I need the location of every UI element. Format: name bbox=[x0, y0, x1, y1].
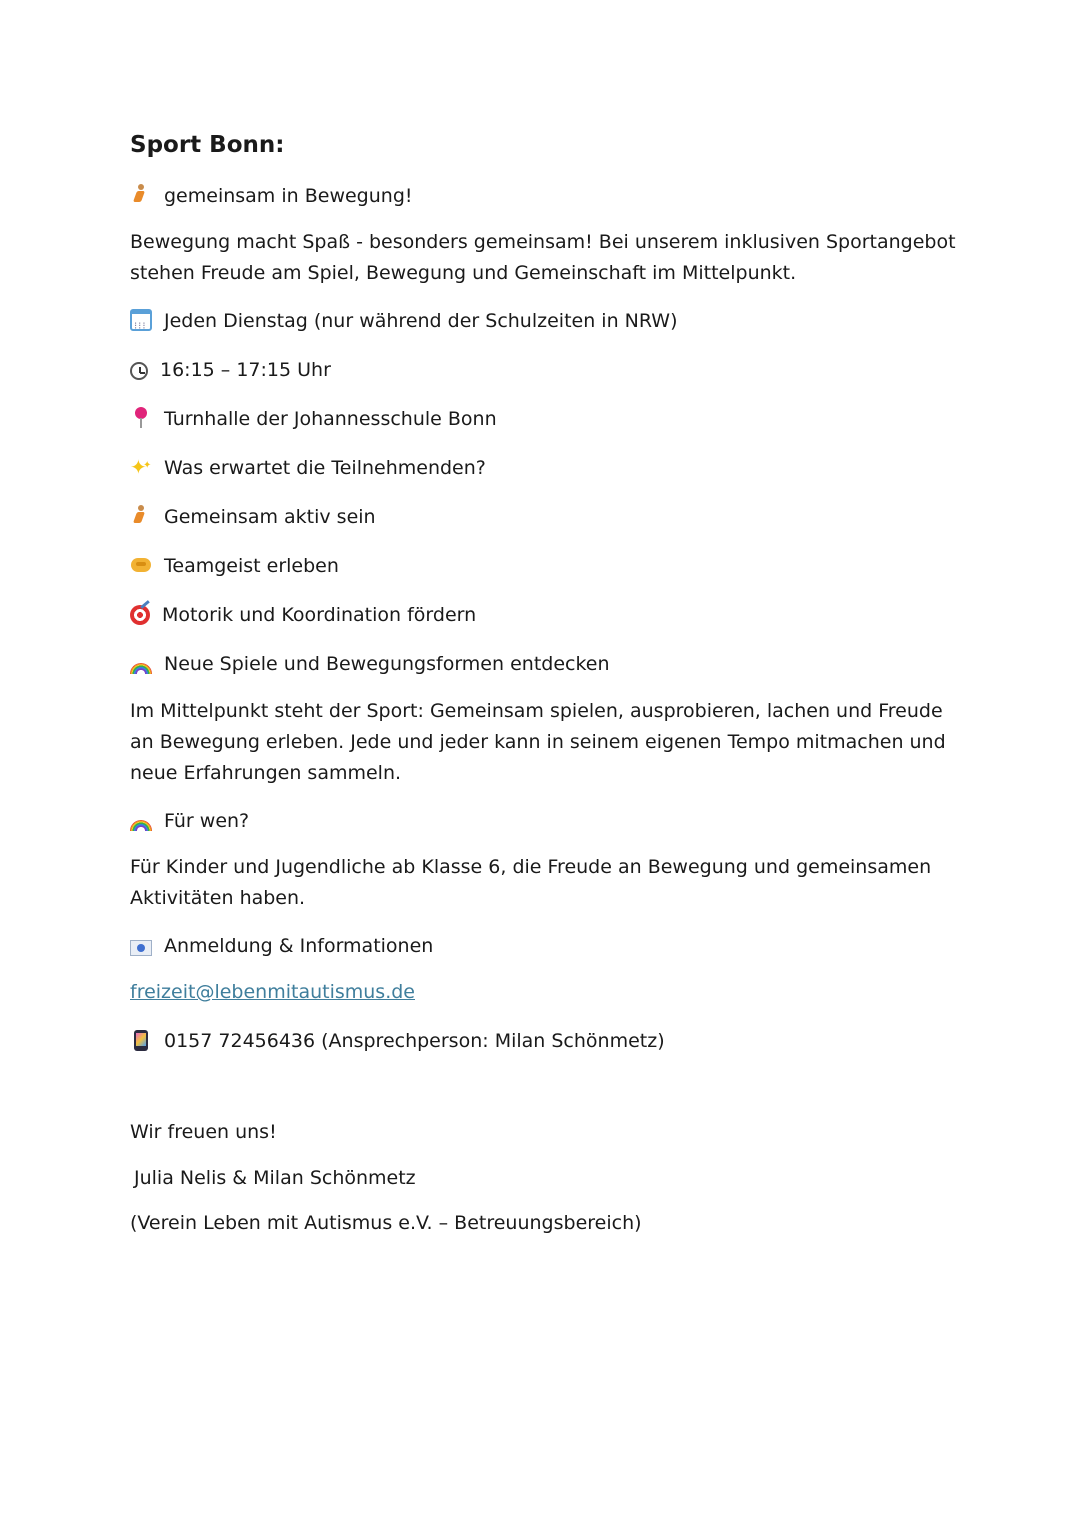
expect-heading bbox=[130, 453, 486, 484]
benefit-text: Gemeinsam aktiv sein bbox=[164, 506, 376, 528]
contact-heading-text: Anmeldung & Informationen bbox=[164, 935, 434, 957]
handshake-icon bbox=[130, 554, 152, 576]
schedule-time-text: 16:15 – 17:15 Uhr bbox=[160, 359, 331, 381]
benefit-text: Motorik und Koordination fördern bbox=[162, 604, 477, 626]
target-icon bbox=[130, 605, 150, 625]
closing-greeting: Wir freuen uns! bbox=[130, 1121, 277, 1143]
focus-paragraph: Im Mittelpunkt steht der Sport: Gemeinsam spielen, ausprobieren, lachen und Freude an Bewegung erleben. Jede und jeder kann in seinem eigenen Tempo mitmachen und neue Erfahrungen sammeln. bbox=[130, 700, 946, 784]
contact-phone bbox=[130, 1026, 665, 1057]
closing-organization: (Verein Leben mit Autismus e.V. – Betreuungsbereich) bbox=[130, 1212, 642, 1234]
list-item bbox=[130, 600, 476, 631]
closing-names: Julia Nelis & Milan Schönmetz bbox=[134, 1167, 416, 1189]
running-person-icon bbox=[130, 505, 152, 527]
calendar-icon bbox=[130, 309, 152, 331]
audience-paragraph: Für Kinder und Jugendliche ab Klasse 6, die Freude an Bewegung und gemeinsamen Aktivitäten haben. bbox=[130, 856, 932, 909]
schedule-place bbox=[130, 404, 497, 435]
tagline bbox=[130, 181, 413, 212]
rainbow-icon bbox=[130, 663, 152, 674]
benefit-text: Neue Spiele und Bewegungsformen entdecken bbox=[164, 653, 610, 675]
rainbow-icon bbox=[130, 820, 152, 831]
contact-phone-text: 0157 72456436 (Ansprechperson: Milan Schönmetz) bbox=[164, 1030, 665, 1052]
email-link[interactable]: freizeit@lebenmitautismus.de bbox=[130, 981, 415, 1003]
tagline-text: gemeinsam in Bewegung! bbox=[164, 185, 413, 207]
schedule-day bbox=[130, 306, 678, 337]
envelope-icon bbox=[130, 940, 152, 956]
intro-paragraph: Bewegung macht Spaß - besonders gemeinsam! Bei unserem inklusiven Sportangebot stehen Freude am Spiel, Bewegung und Gemeinschaft im Mittelpunkt. bbox=[130, 231, 956, 284]
mobile-phone-icon bbox=[134, 1030, 148, 1051]
contact-heading bbox=[130, 931, 433, 962]
audience-heading-text: Für wen? bbox=[164, 810, 250, 832]
schedule-place-text: Turnhalle der Johannesschule Bonn bbox=[164, 408, 497, 430]
pin-icon bbox=[130, 407, 152, 429]
expect-heading-text: Was erwartet die Teilnehmenden? bbox=[164, 457, 486, 479]
schedule-time bbox=[130, 355, 331, 386]
list-item bbox=[130, 551, 339, 582]
sparkles-icon bbox=[130, 456, 152, 478]
contact-email bbox=[130, 977, 415, 1008]
list-item bbox=[130, 502, 376, 533]
audience-heading bbox=[130, 806, 249, 837]
clock-icon bbox=[130, 362, 148, 380]
page-title: Sport Bonn: bbox=[130, 132, 285, 158]
running-person-icon bbox=[130, 184, 152, 206]
schedule-day-text: Jeden Dienstag (nur während der Schulzeiten in NRW) bbox=[164, 310, 678, 332]
benefit-text: Teamgeist erleben bbox=[164, 555, 339, 577]
list-item bbox=[130, 649, 610, 680]
